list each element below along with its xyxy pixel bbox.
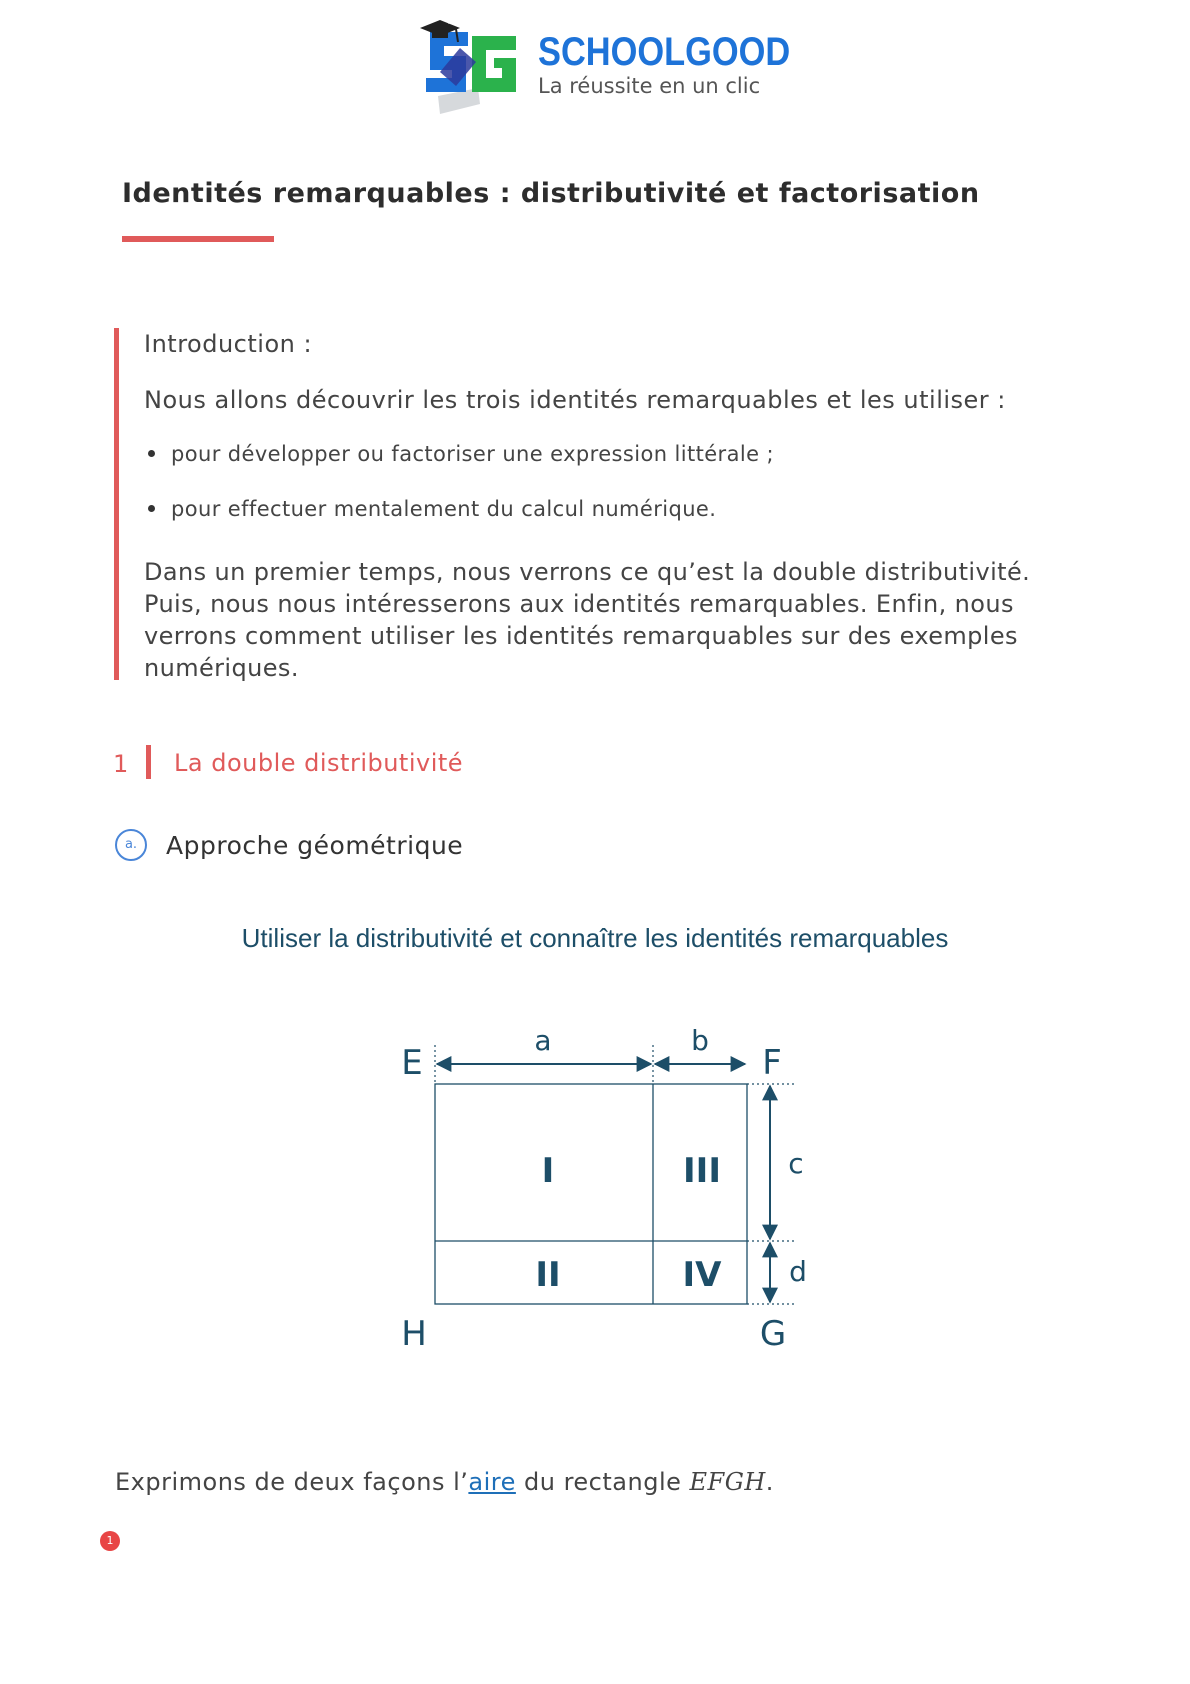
vertex-label-e: E [401,1043,423,1083]
schoolgood-logo-icon [420,18,530,114]
page-number-badge: 1 [100,1531,120,1551]
area-sentence-start: Exprimons de deux façons l’ [115,1468,469,1496]
rectangle-diagram [390,1010,820,1350]
region-label-ii: II [535,1255,561,1295]
vertex-label-h: H [401,1314,427,1350]
bullet-dot [148,450,155,457]
rectangle-figure [390,1010,820,1354]
area-sentence-middle: du rectangle [515,1468,690,1496]
section-title: La double distributivité [174,749,464,777]
subsection-marker: a. [115,829,147,861]
area-sentence [115,1468,774,1496]
intro-heading: Introduction : [144,330,313,358]
length-label-d: d [789,1255,807,1288]
length-label-b: b [691,1024,709,1057]
length-label-a: a [534,1024,552,1057]
list-item-text: pour développer ou factoriser une expression littérale ; [171,442,774,466]
aire-link[interactable]: aire [468,1468,516,1496]
vertex-label-f: F [762,1043,782,1083]
region-label-iii: III [683,1151,721,1191]
section-number: 1 [113,750,129,778]
region-label-i: I [541,1151,555,1191]
bullet-dot [148,505,155,512]
rectangle-name: EFGH [689,1468,766,1496]
list-item [148,497,716,521]
intro-accent-bar [114,328,119,680]
vertex-label-g: G [759,1314,787,1350]
section-divider [146,745,151,779]
logo-monogram: SG [448,24,450,25]
subsection-title: Approche géométrique [166,831,464,860]
intro-lead: Nous allons découvrir les trois identités remarquables et les utiliser : [144,386,1006,414]
logo [420,18,800,114]
page-title: Identités remarquables : distributivité et factorisation [122,178,980,209]
sentence-end: . [765,1468,774,1496]
title-underline [122,236,274,242]
region-label-iv: IV [682,1255,722,1295]
length-label-c: c [788,1147,804,1180]
list-item-text: pour effectuer mentalement du calcul numérique. [171,497,717,521]
list-item [148,442,774,466]
intro-paragraph: Dans un premier temps, nous verrons ce qu’est la double distributivité. Puis, nous nous intéresserons aux identités remarquables. Enfin, nous verrons comment utiliser les identités remarquables sur des exemples numériques. [144,558,1031,682]
figure-caption: Utiliser la distributivité et connaître les identités remarquables [241,923,949,953]
logo-wordmark: SCHOOLGOOD [538,30,791,74]
logo-tagline: La réussite en un clic [538,74,761,98]
